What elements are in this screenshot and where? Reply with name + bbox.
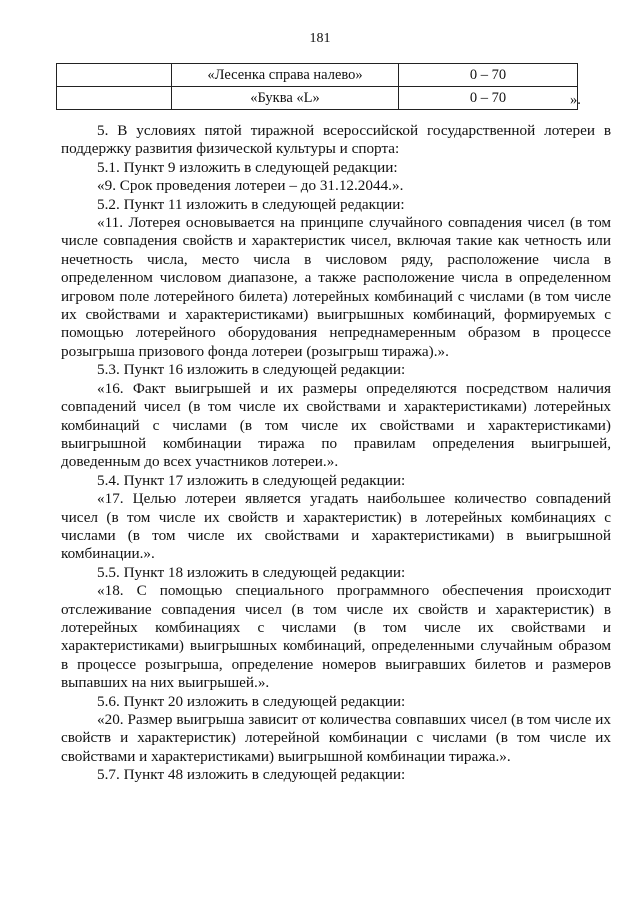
- paragraph: 5.3. Пункт 16 изложить в следующей редакции:: [97, 361, 406, 379]
- paragraph: 5. В условиях пятой тиражной всероссийской государственной лотереи в поддержку развития физической культуры и спорта:: [61, 122, 611, 158]
- table-row: [57, 87, 578, 110]
- prize-table: [56, 63, 578, 110]
- paragraph: 5.1. Пункт 9 изложить в следующей редакции:: [97, 158, 398, 176]
- table-cell-combination: «Буква «L»: [172, 87, 399, 110]
- paragraph: «16. Факт выигрышей и их размеры определяются посредством наличия совпадений чисел (в том числе их свойствами и характеристиками) лотерейных комбинаций с числами (в том числе их свойствами и характеристиками) выигрышной комбинации тиража по правилам определения выигрышей, доведенным до всех участников лотереи.».: [61, 379, 611, 471]
- table-cell-range: 0 – 70: [399, 64, 578, 87]
- paragraph: 5.7. Пункт 48 изложить в следующей редакции:: [97, 766, 406, 784]
- table-cell-empty: [57, 64, 172, 87]
- paragraph: «9. Срок проведения лотереи – до 31.12.2044.».: [97, 177, 404, 195]
- paragraph: «11. Лотерея основывается на принципе случайного совпадения чисел (в том числе совпадения свойств и характеристик чисел, включая такие как четность или нечетность числа, место числа в числовом ряду, расположение числа в определенном числовом диапазоне, а также расположение числа в определенном игровом поле лотерейного билета) лотерейных комбинаций с числами (в том числе их свойствами и характеристиками) выигрышных комбинаций, формируемых с помощью лотерейного оборудования непреднамеренным образом в процессе розыгрыша призового фонда лотереи (розыгрыш тиража).».: [61, 214, 611, 360]
- document-body: [61, 122, 611, 785]
- table-row: [57, 64, 578, 87]
- paragraph: 5.2. Пункт 11 изложить в следующей редакции:: [97, 195, 405, 213]
- table-cell-empty: [57, 87, 172, 110]
- page-number: 181: [309, 31, 331, 46]
- table-cell-range: 0 – 70: [399, 87, 578, 110]
- paragraph: «17. Целью лотереи является угадать наибольшее количество совпадений чисел (в том числе их свойств и характеристик) в лотерейных комбинациях с числами (в том числе их свойствами и характеристиками) в выигрышной комбинации.».: [61, 490, 611, 563]
- paragraph: «18. С помощью специального программного обеспечения происходит отслеживание совпадения чисел (в том числе их свойств и характеристик) в лотерейных комбинациях с числами (в том числе их свойствами и характеристиками) выигрышных комбинаций, определенными случайным образом в процессе розыгрыша, определение номеров выигравших билетов и размеров выпавших на них выигрышей.».: [61, 582, 611, 692]
- table-cell-combination: «Лесенка справа налево»: [172, 64, 399, 87]
- paragraph: «20. Размер выигрыша зависит от количества совпавших чисел (в том числе их свойств и характеристик) лотерейной комбинации с числами (в том числе их свойствами и характеристиками) выигрышной комбинации тиража.».: [61, 711, 611, 765]
- paragraph: 5.6. Пункт 20 изложить в следующей редакции:: [97, 692, 406, 710]
- paragraph: 5.5. Пункт 18 изложить в следующей редакции:: [97, 563, 406, 581]
- paragraph: 5.4. Пункт 17 изложить в следующей редакции:: [97, 471, 406, 489]
- table-closing-quote: ».: [570, 92, 581, 108]
